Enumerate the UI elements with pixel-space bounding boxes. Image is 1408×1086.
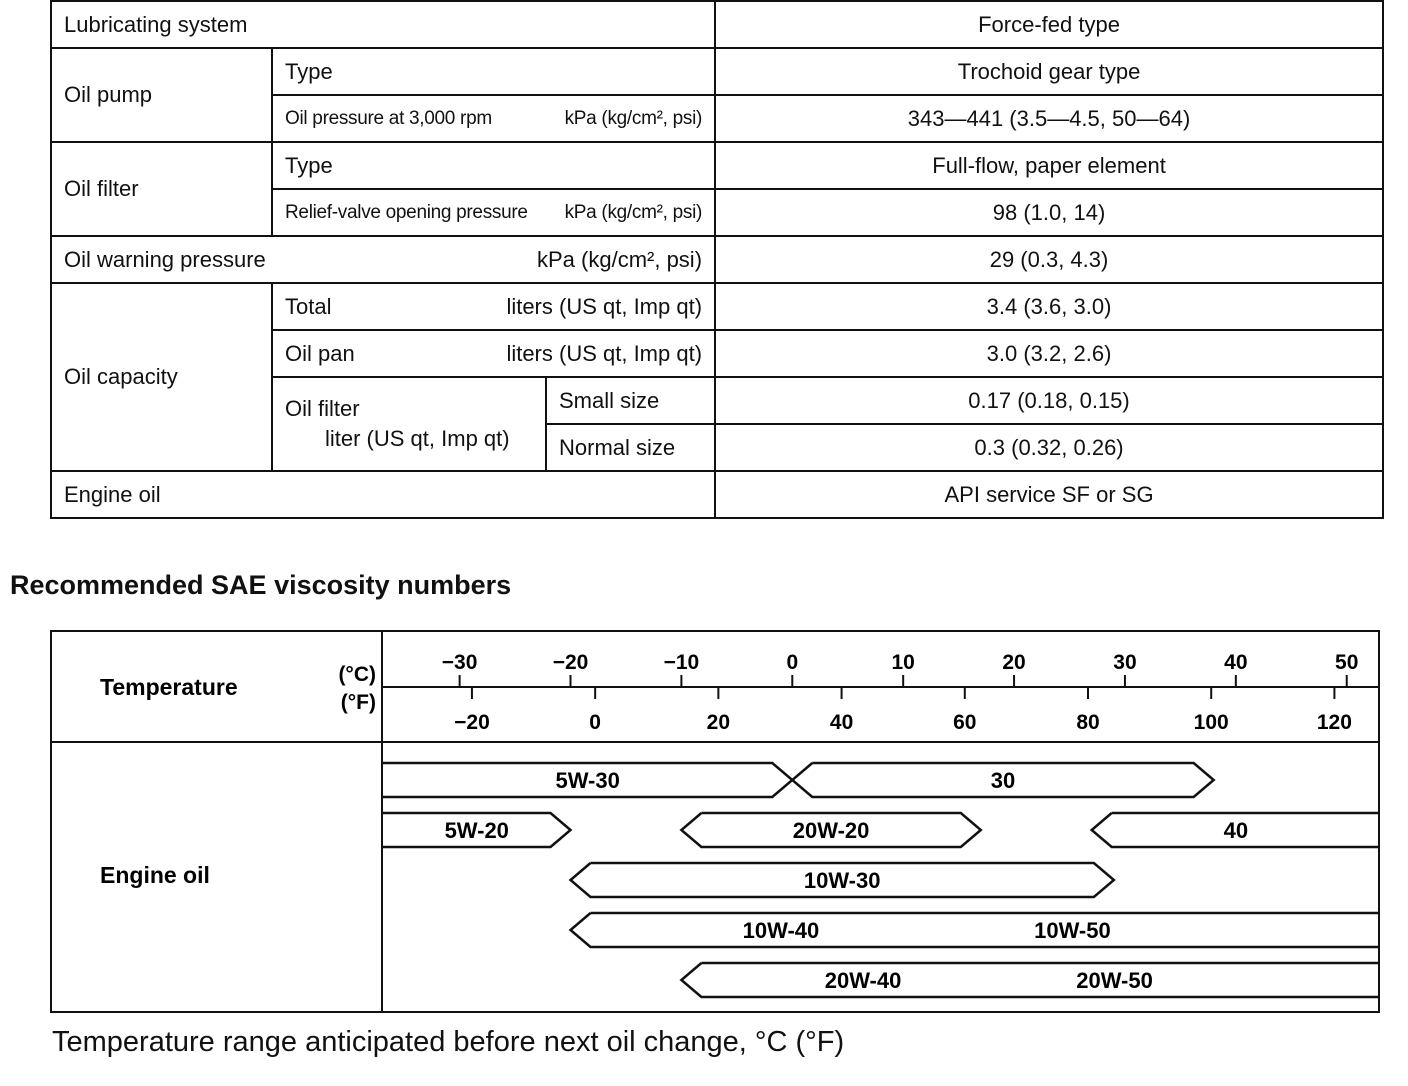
range-bar-label: 5W-30 (555, 768, 620, 793)
range-bar-label: 10W-30 (803, 868, 881, 893)
oil-pump-label: Oil pump (51, 48, 272, 142)
fahrenheit-tick-label: 80 (1076, 711, 1100, 734)
range-bar-label: 30 (990, 768, 1016, 793)
unit-fahrenheit-label: (°F) (340, 691, 376, 714)
oil-filter-capacity-label: Oil filter (285, 396, 360, 421)
oil-filter-type-label: Type (272, 142, 715, 189)
small-size-value: 0.17 (0.18, 0.15) (715, 377, 1383, 424)
oil-warning-cell (51, 236, 715, 283)
small-size-label: Small size (546, 377, 715, 424)
relief-valve-cell (272, 189, 715, 236)
celsius-tick-label: −30 (441, 651, 478, 674)
range-bar-label: 40 (1223, 818, 1249, 843)
table-row (51, 236, 1383, 283)
range-bar-label: 20W-40 (824, 968, 902, 993)
fahrenheit-tick-label: 60 (953, 711, 977, 734)
range-bar-label: 10W-40 (742, 918, 820, 943)
engine-oil-value: API service SF or SG (715, 471, 1383, 518)
oil-filter-label: Oil filter (51, 142, 272, 236)
fahrenheit-tick-label: 100 (1193, 711, 1229, 734)
celsius-tick-label: −10 (663, 651, 700, 674)
range-bar-20w-40 (681, 963, 1380, 997)
relief-valve-unit: kPa (kg/cm², psi) (564, 201, 703, 223)
oil-pan-cell (272, 330, 715, 377)
oil-warning-value: 29 (0.3, 4.3) (715, 236, 1383, 283)
axis-ticks (442, 651, 1359, 734)
lubrication-spec-table (50, 0, 1384, 519)
total-capacity-label: Total (285, 293, 332, 319)
celsius-tick-label: 30 (1113, 651, 1137, 674)
range-bar-label: 20W-20 (792, 818, 870, 843)
range-bars (383, 763, 1380, 997)
normal-size-value: 0.3 (0.32, 0.26) (715, 424, 1383, 471)
table-row (51, 471, 1383, 518)
oil-pan-unit: liters (US qt, Imp qt) (506, 340, 703, 366)
oil-pan-value: 3.0 (3.2, 2.6) (715, 330, 1383, 377)
total-capacity-value: 3.4 (3.6, 3.0) (715, 283, 1383, 330)
range-bar-label: 10W-50 (1034, 918, 1111, 943)
table-row (51, 1, 1383, 48)
table-row (51, 48, 1383, 95)
oil-filter-capacity-cell (272, 377, 546, 471)
viscosity-chart-svg (50, 630, 1382, 1015)
lubricating-system-value: Force-fed type (715, 1, 1383, 48)
oil-pump-pressure-cell (272, 95, 715, 142)
fahrenheit-tick-label: 120 (1316, 711, 1352, 734)
oil-warning-unit: kPa (kg/cm², psi) (537, 246, 703, 272)
viscosity-chart (50, 630, 1382, 1015)
oil-pump-type-label: Type (272, 48, 715, 95)
celsius-tick-label: 0 (786, 651, 799, 674)
oil-pump-pressure-label: Oil pressure at 3,000 rpm (285, 107, 492, 129)
oil-pump-pressure-unit: kPa (kg/cm², psi) (564, 107, 703, 129)
table-row (51, 142, 1383, 189)
oil-warning-label: Oil warning pressure (64, 246, 266, 272)
engine-oil-row-label: Engine oil (100, 862, 210, 888)
celsius-tick-label: 50 (1335, 651, 1359, 674)
celsius-tick-label: 10 (891, 651, 915, 674)
oil-capacity-label: Oil capacity (51, 283, 272, 471)
oil-pump-type-value: Trochoid gear type (715, 48, 1383, 95)
engine-oil-label: Engine oil (51, 471, 715, 518)
table-row (51, 283, 1383, 330)
range-bar-label: 5W-20 (444, 818, 509, 843)
relief-valve-label: Relief-valve opening pressure (285, 201, 528, 223)
oil-pan-label: Oil pan (285, 340, 355, 366)
relief-valve-value: 98 (1.0, 14) (715, 189, 1383, 236)
oil-pump-pressure-value: 343—441 (3.5—4.5, 50—64) (715, 95, 1383, 142)
oil-filter-capacity-unit: liter (US qt, Imp qt) (325, 426, 510, 451)
fahrenheit-tick-label: 40 (829, 711, 854, 734)
fahrenheit-tick-label: 0 (589, 711, 601, 734)
range-bar-10w-40 (571, 913, 1380, 947)
temperature-label: Temperature (100, 674, 238, 700)
celsius-tick-label: −20 (552, 651, 589, 674)
range-bar-label: 20W-50 (1076, 968, 1153, 993)
viscosity-heading: Recommended SAE viscosity numbers (10, 570, 512, 600)
normal-size-label: Normal size (546, 424, 715, 471)
chart-caption: Temperature range anticipated before next oil change, °C (°F) (52, 1026, 845, 1058)
lubricating-system-label: Lubricating system (51, 1, 715, 48)
celsius-tick-label: 40 (1224, 651, 1248, 674)
total-capacity-cell (272, 283, 715, 330)
fahrenheit-tick-label: −20 (454, 711, 490, 734)
unit-celsius-label: (°C) (338, 663, 376, 686)
oil-filter-type-value: Full-flow, paper element (715, 142, 1383, 189)
fahrenheit-tick-label: 20 (706, 711, 731, 734)
total-capacity-unit: liters (US qt, Imp qt) (506, 293, 703, 319)
celsius-tick-label: 20 (1002, 651, 1026, 674)
